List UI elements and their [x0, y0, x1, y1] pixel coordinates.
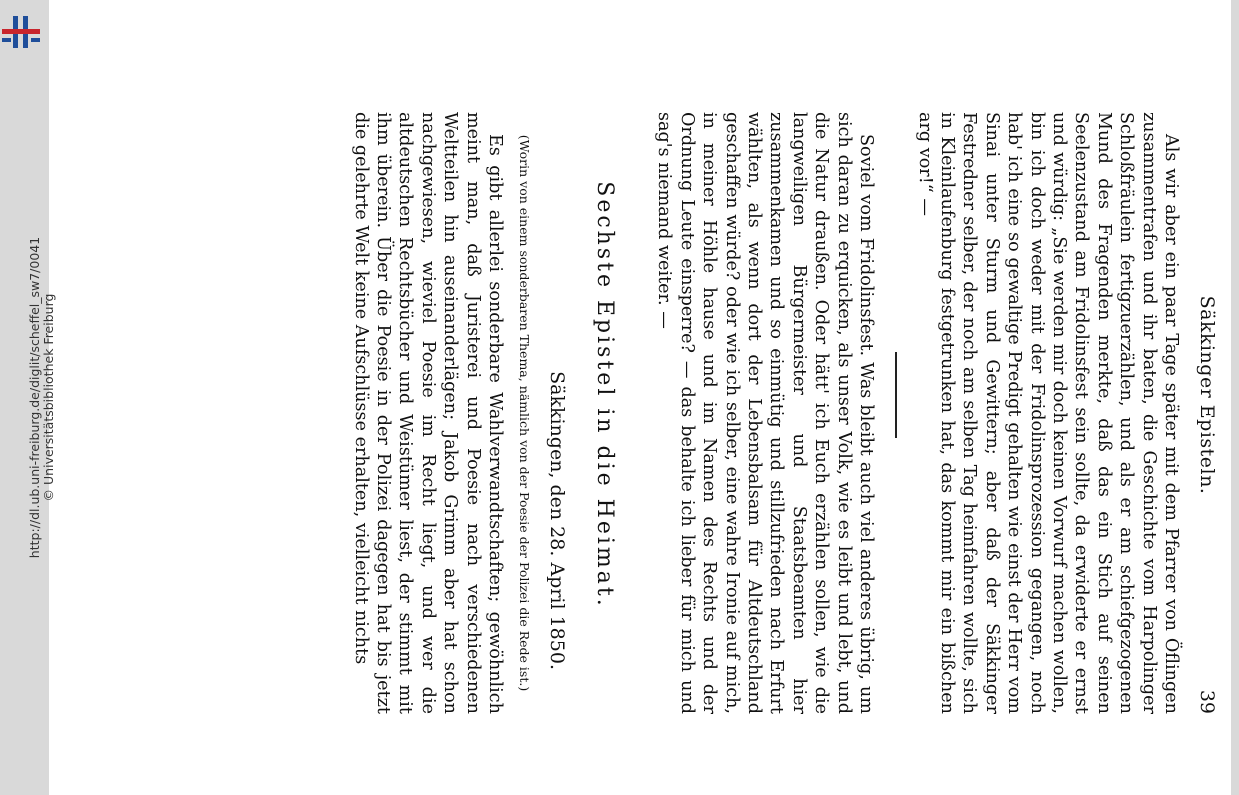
scanned-page — [133, 60, 1218, 730]
dateline: Säkkingen, den 28. April 1850. — [546, 371, 569, 670]
running-head — [1182, 60, 1218, 730]
library-sidebar — [0, 0, 56, 795]
paragraph-2: Soviel vom Fridolinsfest. Was bleibt auch viel anderes übrig, um sich daran zu erquicken, als unser Volk, wie es leibt und lebt, und die Natur draußen. Oder hätt' ich Euch erzählen sollen, wie die langweiligen Bürgermeister und Staatsbeamten hier zusammenkamen und so einmütig und stillzufrieden nach Erfurt wählten, als wenn dort der Lebensbalsam für Altdeutschland geschaffen würde? oder wie ich selber, eine wahre Ironie auf mich, in meiner Höhle hause und im Namen des Rechts und der Ordnung Leute einsperre? — das behalte ich lieber für mich und sag's niemand weiter. — — [654, 112, 877, 714]
chapter-subnote: (Worin von einem sonderbaren Thema, nämlich von der Poesie der Polizei die Rede ist.) — [517, 134, 533, 692]
page-number: 39 — [1196, 689, 1218, 714]
chapter-title: Sechste Epistel in die Heimat. — [592, 181, 618, 609]
paragraph-3: Es gibt allerlei sonderbare Wahlverwandtschaften; gewöhnlich meint man, daß Juristerei und Poesie nach verschiedenen Weltteilen hin auseinanderlägen; Jakob Grimm aber hat schon nachgewiesen, wieviel Poesie im Recht liegt, und wer die altdeutschen Rechtsbücher und Weistümer liest, der stimmt mit ihm überein. Über die Poesie in der Polizei dagegen hat bis jetzt die gelehrte Welt keine Aufschlüsse erhalten, vielleicht nichts — [350, 112, 506, 714]
copyright-notice: © Universitätsbibliothek Freiburg — [41, 293, 56, 502]
paragraph-1: Als wir aber ein paar Tage später mit dem Pfarrer von Öflingen zusammentrafen und ihr baten, die Geschichte vom Harpolinger Schloßfräulein fertigzuerzählen, und als er am schiefgezogenen Mund des Fragenden merkte, daß das ein Stich auf seinen Seelenzustand am Fridolinsfest sein sollte, da erwiderte er ernst und würdig: „Sie werden mir doch keinen Vorwurf machen wollen, bin ich doch weder mit der Fridolinsprozession gegangen, noch hab' ich eine so gewaltige Predigt gehalten wie einst der Herr vom Sinai unter Sturm und Gewittern; aber daß der Säkkinger Festredner selber, der noch am selben Tag heimfahren wollte, sich in Kleinlaufenburg festgetrunken hat, das kommt mir ein bißchen arg vor!“ — — [914, 112, 1181, 714]
section-divider — [895, 352, 897, 438]
permalink-url[interactable]: http://dl.ub.uni-freiburg.de/diglit/scheffel_sw7/0041 — [27, 236, 42, 559]
right-margin-strip — [1231, 0, 1239, 795]
running-head-title: Säkkinger Episteln. — [1196, 295, 1218, 495]
